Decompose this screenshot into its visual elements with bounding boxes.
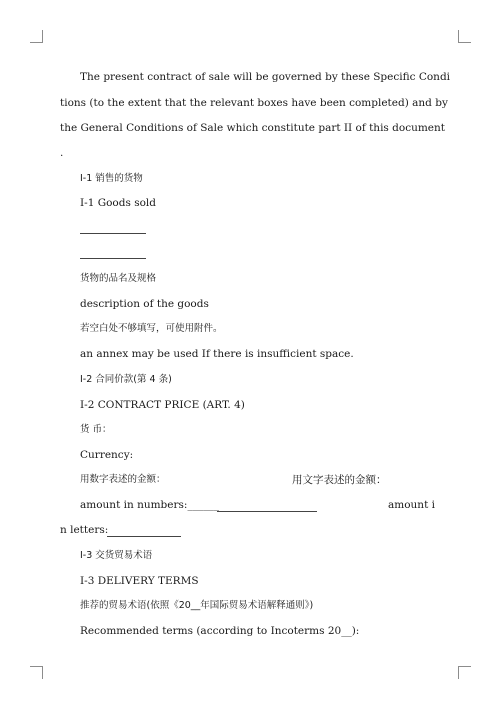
amount-words-label-en-continued: n letters: bbox=[60, 524, 109, 536]
amount-numbers-blank[interactable] bbox=[217, 511, 317, 512]
section-heading-en: I-3 DELIVERY TERMS bbox=[80, 575, 199, 587]
crop-mark-top-right bbox=[458, 30, 471, 43]
section-heading-en: I-2 CONTRACT PRICE (ART. 4) bbox=[80, 399, 245, 411]
section-heading-en: I-1 Goods sold bbox=[80, 197, 156, 209]
intro-paragraph-line: the General Conditions of Sale which constitute part II of this document bbox=[60, 122, 445, 134]
currency-label-en: Currency: bbox=[80, 449, 134, 461]
intro-paragraph-line: The present contract of sale will be governed by these Specific Condi bbox=[80, 71, 451, 83]
amount-words-label-cn: 用文字表述的金额： bbox=[292, 474, 387, 486]
crop-mark-bottom-left bbox=[30, 666, 43, 679]
goods-blank-line[interactable] bbox=[80, 233, 146, 234]
recommended-terms-label-en: Recommended terms (according to Incoterms 20__): bbox=[80, 625, 360, 637]
section-heading-cn: I-1 销售的货物 bbox=[80, 173, 143, 184]
goods-blank-line[interactable] bbox=[80, 258, 146, 259]
crop-mark-bottom-right bbox=[458, 666, 471, 679]
amount-words-label-en: amount i bbox=[388, 499, 435, 511]
intro-paragraph-line: . bbox=[60, 147, 64, 159]
section-heading-cn: I-3 交货贸易术语 bbox=[80, 550, 153, 561]
section-heading-cn: I-2 合同价款(第 4 条) bbox=[80, 374, 172, 385]
currency-label-cn: 货 币： bbox=[80, 424, 112, 435]
crop-mark-top-left bbox=[30, 30, 43, 43]
recommended-terms-label-cn: 推荐的贸易术语(依照《20__年国际贸易术语解释通则》) bbox=[80, 600, 314, 611]
amount-words-blank[interactable] bbox=[107, 536, 181, 537]
goods-description-label-en: description of the goods bbox=[80, 298, 209, 310]
amount-numbers-label-cn: 用数字表述的金额： bbox=[80, 474, 166, 485]
annex-note-en: an annex may be used If there is insufficient space. bbox=[80, 348, 354, 360]
amount-numbers-label-en: amount in numbers:______ bbox=[80, 499, 219, 511]
goods-description-label-cn: 货物的品名及规格 bbox=[80, 273, 157, 284]
intro-paragraph-line: tions (to the extent that the relevant boxes have been completed) and by bbox=[60, 97, 448, 109]
annex-note-cn: 若空白处不够填写，可使用附件。 bbox=[80, 323, 223, 334]
